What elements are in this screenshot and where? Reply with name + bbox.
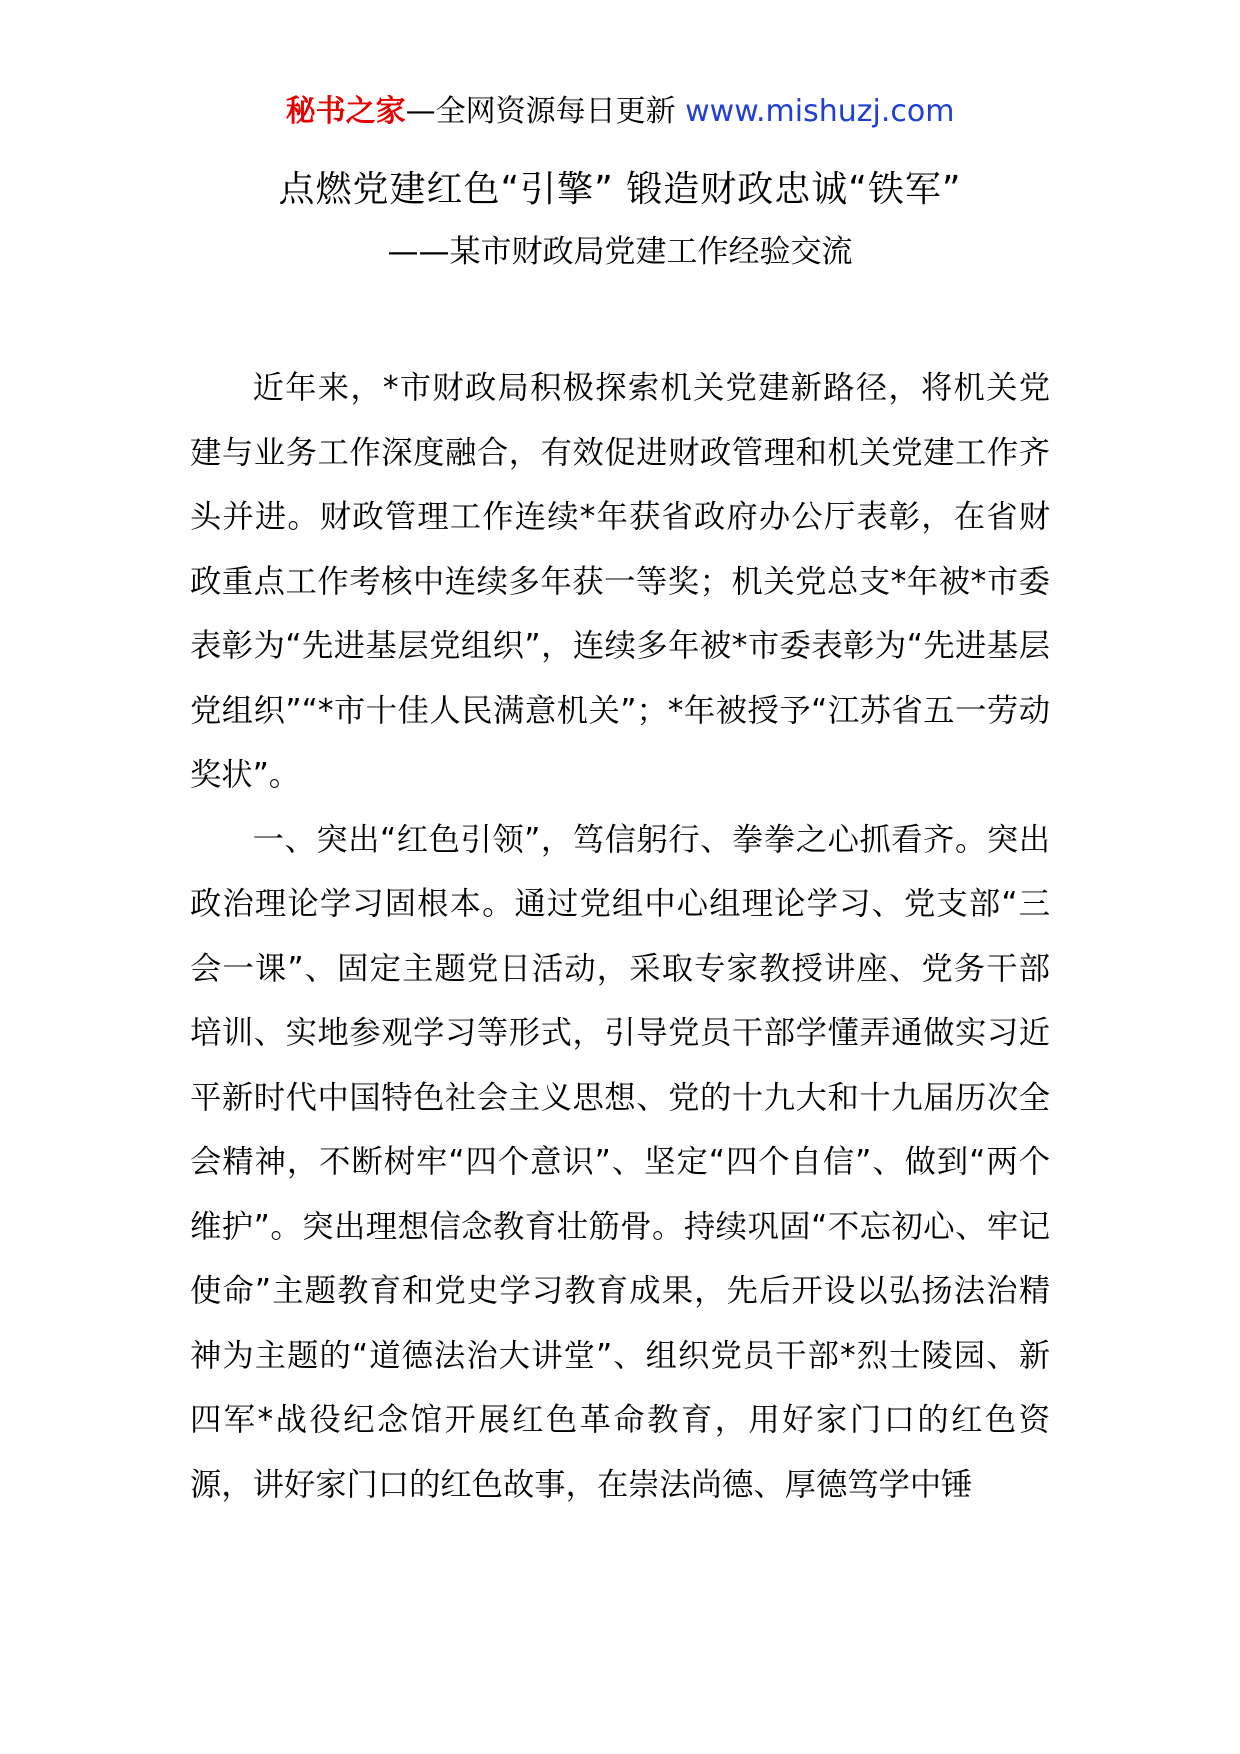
document-subtitle: ——某市财政局党建工作经验交流	[387, 234, 853, 270]
site-brand: 秘书之家	[285, 94, 406, 129]
site-tagline: —全网资源每日更新	[405, 94, 686, 129]
site-url-link[interactable]: www.mishuzj.com	[685, 94, 955, 129]
paragraph-section-one: 一、突出“红色引领”，笃信躬行、拳拳之心抓看齐。突出政治理论学习固根本。通过党组中心组理论学习、党支部“三会一课”、固定主题党日活动，采取专家教授讲座、党务干部培训、实地参观学习等形式，引导党员干部学懂弄通做实习近平新时代中国特色社会主义思想、党的十九大和十九届历次全会精神，不断树牢“四个意识”、坚定“四个自信”、做到“两个维护”。突出理想信念教育壮筋骨。持续巩固“不忘初心、牢记使命”主题教育和党史学习教育成果，先后开设以弘扬法治精神为主题的“道德法治大讲堂”、组织党员干部*烈士陵园、新四军*战役纪念馆开展红色革命教育，用好家门口的红色资源，讲好家门口的红色故事，在崇法尚德、厚德笃学中锤	[190, 821, 1050, 1503]
paragraph-intro: 近年来，*市财政局积极探索机关党建新路径，将机关党建与业务工作深度融合，有效促进财政管理和机关党建工作齐头并进。财政管理工作连续*年获省政府办公厅表彰，在省财政重点工作考核中连续多年获一等奖；机关党总支*年被*市委表彰为“先进基层党组织”，连续多年被*市委表彰为“先进基层党组织”“*市十佳人民满意机关”；*年被授予“江苏省五一劳动奖状”。	[190, 370, 1050, 793]
document-body	[190, 356, 1050, 1517]
site-header	[0, 92, 1240, 132]
document-title: 点燃党建红色“引擎” 锻造财政忠诚“铁军”	[278, 169, 962, 210]
